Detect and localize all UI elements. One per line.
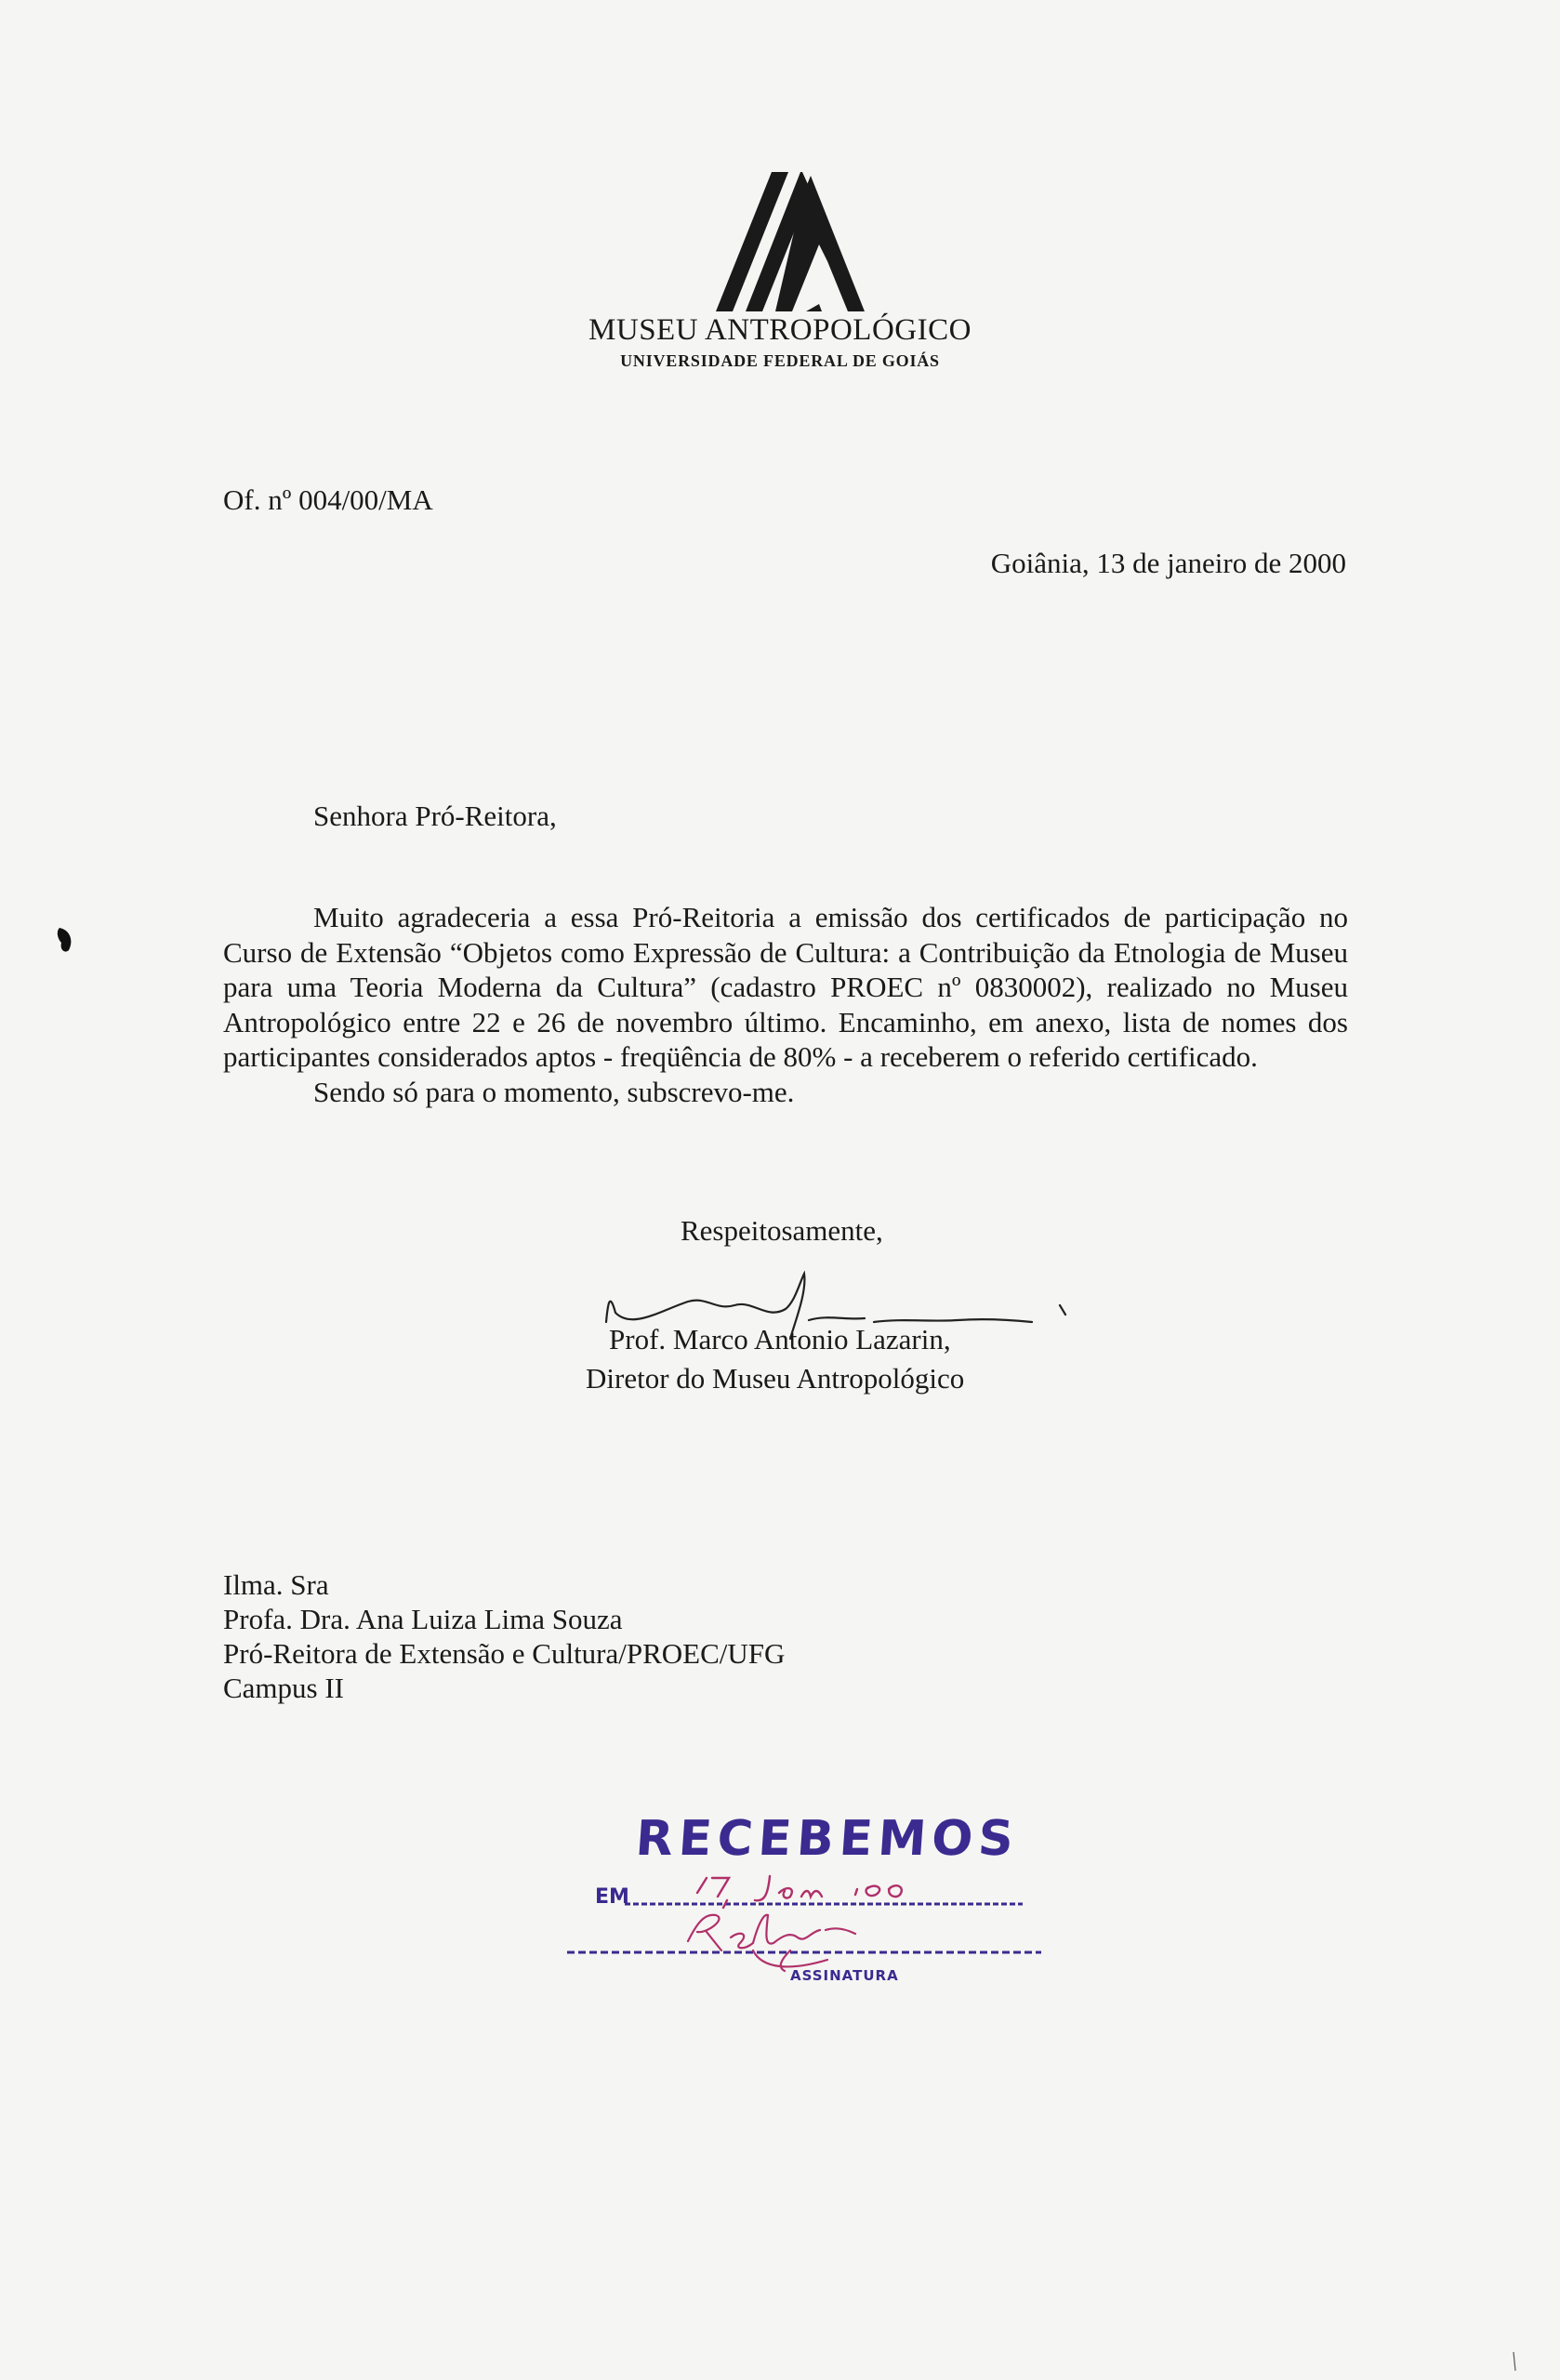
dateline: Goiânia, 13 de janeiro de 2000 xyxy=(990,547,1346,579)
ink-smudge-icon xyxy=(54,926,74,954)
addressee-line-2: Profa. Dra. Ana Luiza Lima Souza xyxy=(223,1603,623,1635)
addressee-block xyxy=(223,1567,785,1705)
university-name: UNIVERSIDADE FEDERAL DE GOIÁS xyxy=(620,351,940,370)
addressee-line-4: Campus II xyxy=(223,1672,345,1704)
letterhead xyxy=(0,172,1560,371)
addressee-line-1: Ilma. Sra xyxy=(223,1568,329,1601)
addressee-line-3: Pró-Reitora de Extensão e Cultura/PROEC/UFG xyxy=(223,1637,786,1670)
signatory-title: Diretor do Museu Antropológico xyxy=(586,1362,965,1395)
signatory-name: Prof. Marco Antonio Lazarin, xyxy=(609,1323,951,1355)
stamp-lines-icon xyxy=(558,1811,1078,2016)
stamp-title: RECEBEMOS xyxy=(633,1811,1021,1867)
institution-name: MUSEU ANTROPOLÓGICO xyxy=(588,313,972,347)
salutation: Senhora Pró-Reitora, xyxy=(313,800,557,832)
letter-body xyxy=(223,900,1348,1109)
received-stamp xyxy=(558,1811,1078,2016)
margin-mark-icon xyxy=(1512,2352,1517,2371)
stamp-date-prefix: EM xyxy=(595,1885,629,1909)
body-paragraph-2: Sendo só para o momento, subscrevo-me. xyxy=(313,1075,795,1108)
signature-block xyxy=(586,1320,964,1398)
stamp-signature-label: ASSINATURA xyxy=(790,1967,899,1984)
body-paragraph-1: Muito agradeceria a essa Pró-Reitoria a emissão dos certificados de participação no Curso de Extensão “Objetos como Expressão de Cultura: a Contribuição da Etnologia de Museu para uma Teoria Moderna da Cultura” (cadastro PROEC nº 0830002), realizado no Museu Antropológico entre 22 e 26 de novembro último. Encaminho, em anexo, lista de nomes dos participantes considerados aptos - freqüência de 80% - a receberem o referido certificado. xyxy=(223,901,1348,1073)
museum-logo-icon xyxy=(692,172,868,311)
reference-number: Of. nº 004/00/MA xyxy=(223,483,433,516)
closing: Respeitosamente, xyxy=(681,1214,883,1247)
